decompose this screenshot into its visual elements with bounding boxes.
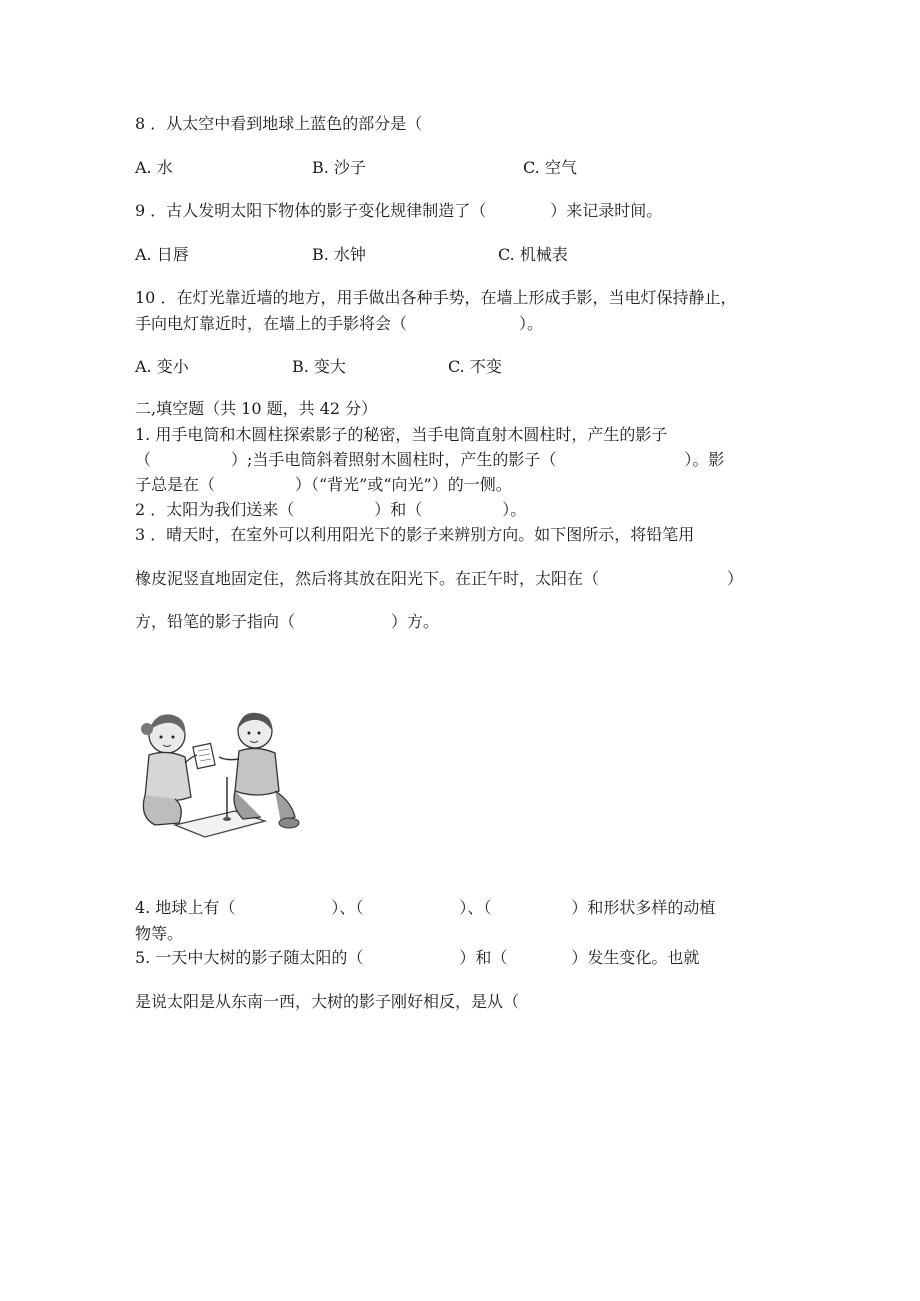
q9-option-c: C. 机械表 <box>498 245 568 264</box>
fill4-line1: 4. 地球上有（ ）、（ ）、（ ）和形状多样的动植 <box>135 898 716 917</box>
q10-stem-line2: 手向电灯靠近时，在墙上的手影将会（ ）。 <box>135 314 544 333</box>
q10-option-c: C. 不变 <box>448 357 502 376</box>
fill2-line1: 2 ．太阳为我们送来（ ）和（ ）。 <box>135 500 527 519</box>
fill4-line2: 物等。 <box>135 924 184 943</box>
children-shadow-illustration <box>135 707 301 845</box>
q8-option-b: B. 沙子 <box>312 158 366 177</box>
fill1-line3: 子总是在（ ）（“背光”或“向光”）的一侧。 <box>135 475 512 494</box>
fill5-line1: 5. 一天中大树的影子随太阳的（ ）和（ ）发生变化。也就 <box>135 948 700 967</box>
q10-stem-line1: 10 ．在灯光靠近墙的地方，用手做出各种手势，在墙上形成手影，当电灯保持静止， <box>135 288 737 307</box>
fill3-line3: 方，铅笔的影子指向（ ）方。 <box>135 612 440 631</box>
q9-option-b: B. 水钟 <box>312 245 366 264</box>
q8-option-c: C. 空气 <box>523 158 577 177</box>
q9-stem: 9 ．古人发明太阳下物体的影子变化规律制造了（ ）来记录时间。 <box>135 201 663 220</box>
fill1-line2: （ ）;当手电筒斜着照射木圆柱时，产生的影子（ ）。影 <box>135 450 725 469</box>
q10-option-b: B. 变大 <box>292 357 346 376</box>
q9-option-a: A. 日唇 <box>135 245 189 264</box>
fill3-line2: 橡皮泥竖直地固定住，然后将其放在阳光下。在正午时，太阳在（ ） <box>135 569 744 588</box>
fill3-line1: 3 ．晴天时，在室外可以利用阳光下的影子来辨别方向。如下图所示，将铅笔用 <box>135 525 695 544</box>
q8-stem: 8 ．从太空中看到地球上蓝色的部分是（ <box>135 114 423 133</box>
fill5-line2: 是说太阳是从东南一西，大树的影子刚好相反，是从（ <box>135 992 520 1011</box>
q8-option-a: A. 水 <box>135 158 173 177</box>
section-heading: 二,填空题（共 10 题，共 42 分） <box>135 399 378 418</box>
q10-option-a: A. 变小 <box>135 357 189 376</box>
fill1-line1: 1. 用手电筒和木圆柱探索影子的秘密，当手电筒直射木圆柱时，产生的影子 <box>135 425 668 444</box>
